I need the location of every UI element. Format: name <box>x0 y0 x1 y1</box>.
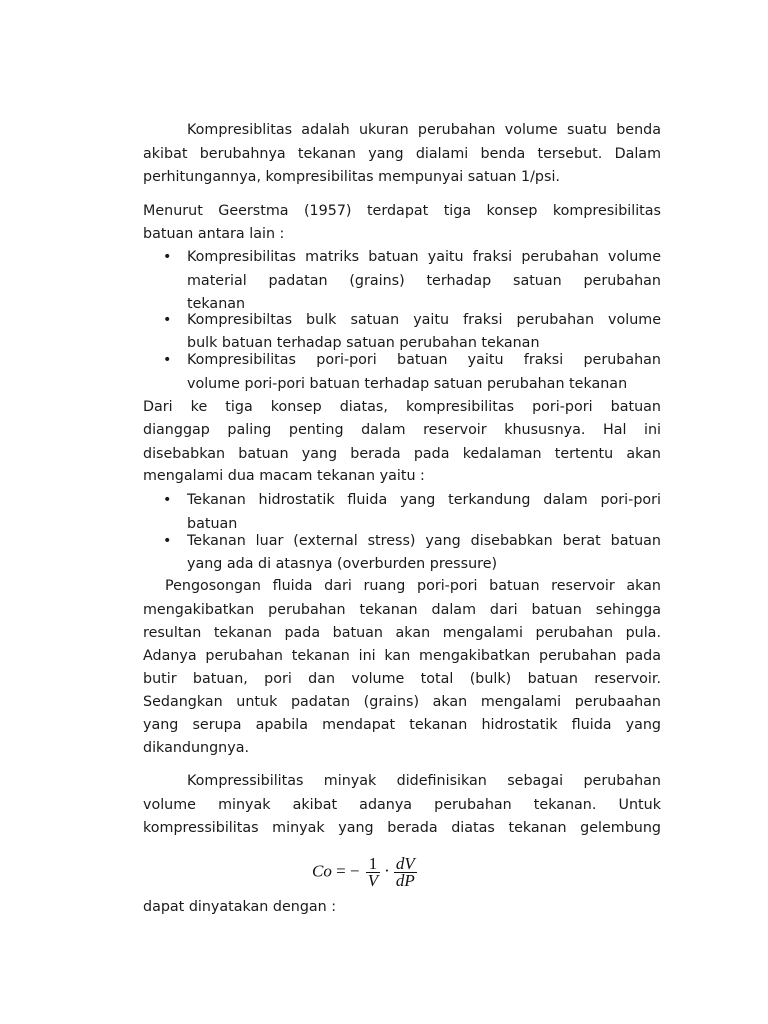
para1-line2: akibat berubahnya tekanan yang dialami benda tersebut. Dalam <box>143 146 661 162</box>
para2-line1: Menurut Geerstma (1957) terdapat tiga konsep kompresibilitas <box>143 203 661 219</box>
para2-line2: batuan antara lain : <box>143 226 285 242</box>
formula-frac2-numerator: dV <box>395 854 415 873</box>
formula-equals: = − <box>336 861 360 881</box>
list1-item2-line2: bulk batuan terhadap satuan perubahan tekanan <box>187 335 540 351</box>
bullet-5: • <box>163 533 172 549</box>
formula-frac1-numerator: 1 <box>366 856 380 873</box>
formula-fraction-1 <box>366 856 380 889</box>
para5-line1: Kompressibilitas minyak didefinisikan sebagai perubahan <box>187 773 661 789</box>
para3-line2: dianggap paling penting dalam reservoir khususnya. Hal ini <box>143 422 661 438</box>
bullet-2: • <box>163 312 172 328</box>
para5-line2: volume minyak akibat adanya perubahan tekanan. Untuk <box>143 797 661 813</box>
para4-line3: resultan tekanan pada batuan akan mengalami perubahan pula. <box>143 625 661 641</box>
compressibility-formula <box>312 856 419 889</box>
para4-line4: Adanya perubahan tekanan ini kan mengakibatkan perubahan pada <box>143 648 661 664</box>
para1-line3: perhitungannya, kompresibilitas mempunyai satuan 1/psi. <box>143 169 560 185</box>
para4-line2: mengakibatkan perubahan tekanan dalam dari batuan sehingga <box>143 602 661 618</box>
para3-line4: mengalami dua macam tekanan yaitu : <box>143 468 425 484</box>
para1-line1: Kompresiblitas adalah ukuran perubahan volume suatu benda <box>187 122 661 138</box>
para3-line3: disebabkan batuan yang berada pada kedalaman tertentu akan <box>143 446 661 462</box>
formula-frac2-denominator: dP <box>395 871 415 890</box>
formula-lhs: Co <box>312 861 332 881</box>
para4-line5: butir batuan, pori dan volume total (bulk) batuan reservoir. <box>143 671 661 687</box>
para4-line7: yang serupa apabila mendapat tekanan hidrostatik fluida yang <box>143 717 661 733</box>
list1-item2-line1: Kompresibiltas bulk satuan yaitu fraksi perubahan volume <box>187 312 661 328</box>
bullet-4: • <box>163 492 172 508</box>
formula-dot: · <box>384 861 390 881</box>
para4-line1: Pengosongan fluida dari ruang pori-pori batuan reservoir akan <box>165 578 661 594</box>
para4-line8: dikandungnya. <box>143 740 249 756</box>
list1-item1-line1: Kompresibilitas matriks batuan yaitu fraksi perubahan volume <box>187 249 661 265</box>
para4-line6: Sedangkan untuk padatan (grains) akan mengalami perubaahan <box>143 694 661 710</box>
para5-line3: kompressibilitas minyak yang berada diatas tekanan gelembung <box>143 820 661 836</box>
list2-item1-line1: Tekanan hidrostatik fluida yang terkandung dalam pori-pori <box>187 492 661 508</box>
formula-frac1-denominator: V <box>367 871 379 890</box>
list2-item2-line2: yang ada di atasnya (overburden pressure) <box>187 556 498 572</box>
bullet-3: • <box>163 352 172 368</box>
para6-line1: dapat dinyatakan dengan : <box>143 899 337 915</box>
formula-fraction-2 <box>394 856 417 889</box>
list2-item2-line1: Tekanan luar (external stress) yang disebabkan berat batuan <box>187 533 661 549</box>
list1-item1-line2: material padatan (grains) terhadap satuan perubahan <box>187 273 661 289</box>
list1-item1-line3: tekanan <box>187 296 246 312</box>
para3-line1: Dari ke tiga konsep diatas, kompresibilitas pori-pori batuan <box>143 399 661 415</box>
list2-item1-line2: batuan <box>187 516 238 532</box>
list1-item3-line1: Kompresibilitas pori-pori batuan yaitu fraksi perubahan <box>187 352 661 368</box>
list1-item3-line2: volume pori-pori batuan terhadap satuan perubahan tekanan <box>187 376 628 392</box>
bullet-1: • <box>163 249 172 265</box>
